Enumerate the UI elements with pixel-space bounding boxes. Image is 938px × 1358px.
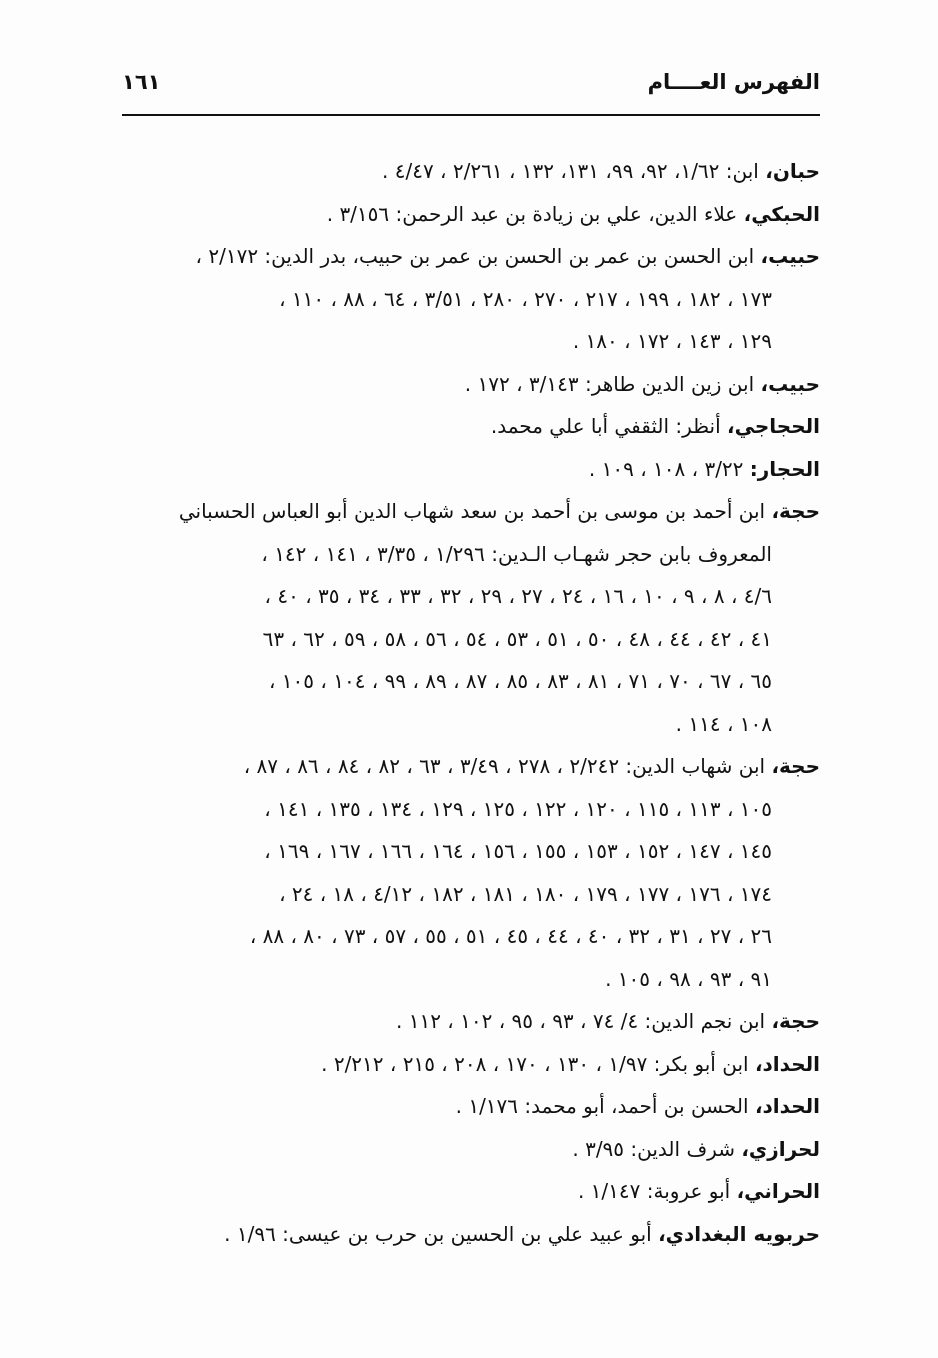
entry-continuation: ١٢٩ ، ١٤٣ ، ١٧٢ ، ١٨٠ . <box>572 329 772 353</box>
index-entry <box>120 448 820 491</box>
entry-heading: لحرازي، <box>741 1136 820 1161</box>
entry-continuation: ١٠٥ ، ١١٣ ، ١١٥ ، ١٢٠ ، ١٢٢ ، ١٢٥ ، ١٢٩ ، ١٣٤ ، ١٣٥ ، ١٤١ ، <box>264 796 772 821</box>
entry-continuation: المعروف بابن حجر شهـاب الـدين: ١/٢٩٦ ، ٣/٣٥ ، ١٤١ ، ١٤٢ ، <box>261 541 772 566</box>
entry-heading: الحجار: <box>749 456 820 481</box>
index-entry <box>120 150 820 193</box>
entry-text: ٣/٢٢ ، ١٠٨ ، ١٠٩ . <box>588 456 744 481</box>
entry-continuation: ٦٥ ، ٦٧ ، ٧٠ ، ٧١ ، ٨١ ، ٨٣ ، ٨٥ ، ٨٧ ، ٨٩ ، ٩٩ ، ١٠٤ ، ١٠٥ ، <box>268 669 772 693</box>
index-entry <box>120 1000 820 1043</box>
entry-continuation: ٤١ ، ٤٢ ، ٤٤ ، ٤٨ ، ٥٠ ، ٥١ ، ٥٣ ، ٥٤ ، ٥٦ ، ٥٨ ، ٥٩ ، ٦٢ ، ٦٣ <box>262 626 772 651</box>
entry-heading: الحبكي، <box>743 201 820 226</box>
entry-text: ابن شهاب الدين: ٢/٢٤٢ ، ٢٧٨ ، ٣/٤٩ ، ٦٣ ، ٨٢ ، ٨٤ ، ٨٦ ، ٨٧ ، <box>243 754 766 778</box>
index-entry <box>120 193 820 236</box>
running-header <box>122 62 820 110</box>
running-header-title: الفهرس العــــام <box>647 70 820 94</box>
entry-continuation: ١٤٥ ، ١٤٧ ، ١٥٢ ، ١٥٣ ، ١٥٥ ، ١٥٦ ، ١٦٤ ، ١٦٦ ، ١٦٧ ، ١٦٩ ، <box>264 839 772 863</box>
entry-heading: الحداد، <box>754 1094 820 1118</box>
entry-continuation: ١٧٣ ، ١٨٢ ، ١٩٩ ، ٢١٧ ، ٢٧٠ ، ٢٨٠ ، ٣/٥١ ، ٦٤ ، ٨٨ ، ١١٠ ، <box>279 286 772 311</box>
entry-text: أبو عبيد علي بن الحسين بن حرب بن عيسى: ١/٩٦ . <box>224 1221 652 1246</box>
index-entry <box>120 1085 820 1128</box>
entry-text: ابن أبو بكر: ١/٩٧ ، ١٣٠ ، ١٧٠ ، ٢٠٨ ، ٢١٥ ، ٢/٢١٢ . <box>321 1051 749 1076</box>
entry-heading: حبان، <box>765 159 820 183</box>
entry-heading: حبيب، <box>760 244 820 268</box>
index-entry <box>120 363 820 406</box>
index-entry <box>120 490 820 745</box>
index-entry <box>120 1043 820 1086</box>
header-rule <box>122 114 820 116</box>
entry-text: ابن: ١/٦٢، ٩٢، ٩٩، ١٣١، ١٣٢ ، ٢/٢٦١ ، ٤/٤٧ . <box>382 159 759 183</box>
entry-heading: الحراني، <box>736 1179 820 1203</box>
index-entry <box>120 745 820 1000</box>
entry-text: علاء الدين، علي بن زيادة بن عبد الرحمن: ٣/١٥٦ . <box>326 201 738 226</box>
entry-continuation: ٩١ ، ٩٣ ، ٩٨ ، ١٠٥ . <box>605 966 772 991</box>
entry-continuation: ١٠٨ ، ١١٤ . <box>675 711 772 736</box>
entry-text: أنظر: الثقفي أبا علي محمد. <box>490 414 721 438</box>
index-entry <box>120 405 820 448</box>
entry-heading: الحجاجي، <box>727 414 820 438</box>
entry-heading: الحداد، <box>754 1051 820 1076</box>
entry-text: شرف الدين: ٣/٩٥ . <box>572 1136 735 1161</box>
entry-heading: حجة، <box>771 499 820 523</box>
entry-heading: حبيب، <box>760 371 820 396</box>
entry-text: الحسن بن أحمد، أبو محمد: ١/١٧٦ . <box>455 1094 749 1118</box>
entry-heading: حجة، <box>771 754 820 778</box>
index-entry <box>120 235 820 363</box>
page-number: ١٦١ <box>122 70 161 94</box>
entry-heading: حجة، <box>771 1009 820 1033</box>
entry-text: ابن نجم الدين: ٤/ ٧٤ ، ٩٣ ، ٩٥ ، ١٠٢ ، ١١٢ . <box>396 1009 766 1033</box>
entry-continuation: ١٧٤ ، ١٧٦ ، ١٧٧ ، ١٧٩ ، ١٨٠ ، ١٨١ ، ١٨٢ ، ٤/١٢ ، ١٨ ، ٢٤ ، <box>279 881 772 906</box>
entry-text: ابن زين الدين طاهر: ٣/١٤٣ ، ١٧٢ . <box>464 371 755 396</box>
entry-text: ابن الحسن بن عمر بن الحسن بن عمر بن حبيب، بدر الدين: ٢/١٧٢ ، <box>195 244 755 268</box>
index-entry <box>120 1213 820 1256</box>
entry-continuation: ٢٦ ، ٢٧ ، ٣١ ، ٣٢ ، ٤٠ ، ٤٤ ، ٤٥ ، ٥١ ، ٥٥ ، ٥٧ ، ٧٣ ، ٨٠ ، ٨٨ ، <box>249 924 772 948</box>
entry-heading: حربويه البغدادي، <box>658 1221 820 1246</box>
index-entry <box>120 1128 820 1171</box>
entry-text: ابن أحمد بن موسى بن أحمد بن سعد شهاب الدين أبو العباس الحسباني <box>178 499 766 523</box>
index-entry <box>120 1170 820 1213</box>
entry-continuation: ٤/٦ ، ٨ ، ٩ ، ١٠ ، ١٦ ، ٢٤ ، ٢٧ ، ٢٩ ، ٣٢ ، ٣٣ ، ٣٤ ، ٣٥ ، ٤٠ ، <box>264 584 772 608</box>
entry-text: أبو عروبة: ١/١٤٧ . <box>577 1179 731 1203</box>
index-entries <box>120 150 820 1255</box>
